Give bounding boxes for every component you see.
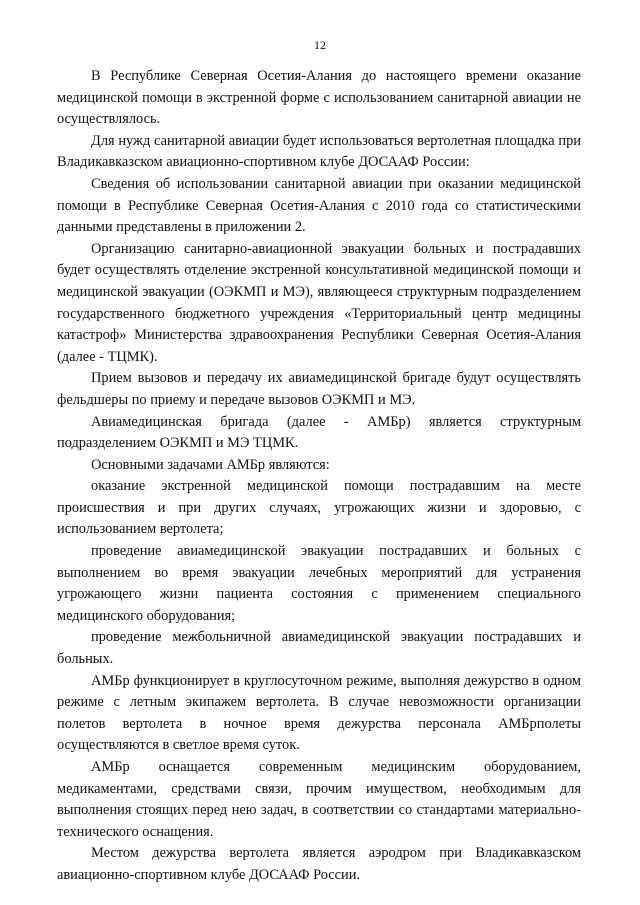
page-number: 12 — [314, 38, 326, 52]
list-item: проведение межбольничной авиамедицинской эвакуации пострадавших и больных. — [57, 629, 581, 668]
paragraph: Местом дежурства вертолета является аэродром при Владикавказском авиационно-спортивном клубе ДОСААФ России. — [57, 845, 581, 883]
paragraph: Организацию санитарно-авиационной эвакуации больных и пострадавших будет осуществлять отделение экстренной консультативной медицинской помощи и медицинской эвакуации (ОЭКМП и МЭ), являющееся структурным подразделением государственного бюджетного учреждения «Территориальный центр медицины катастроф» Министерства здравоохранения Республики Северная Осетия-Алания (далее - ТЦМК). — [57, 240, 581, 365]
paragraph: В Республике Северная Осетия-Алания до настоящего времени оказание медицинской помощи в экстренной форме с использованием санитарной авиации не осуществлялось. — [57, 68, 581, 128]
document-body — [57, 66, 581, 887]
paragraph: Основными задачами АМБр являются: — [91, 456, 330, 473]
paragraph: АМБр функционирует в круглосуточном режиме, выполняя дежурство в одном режиме с летным экипажем вертолета. В случае невозможности организации полетов вертолета в ночное время дежурства персонала АМБрполеты осуществляются в светлое время суток. — [57, 672, 581, 754]
paragraph: Для нужд санитарной авиации будет использоваться вертолетная площадка при Владикавказском авиационно-спортивном клубе ДОСААФ России: — [57, 132, 581, 171]
paragraph: Сведения об использовании санитарной авиации при оказании медицинской помощи в Республике Северная Осетия-Алания с 2010 года со статистическими данными представлены в приложении 2. — [57, 175, 581, 236]
list-item: оказание экстренной медицинской помощи пострадавшим на месте происшествия и при других случаях, угрожающих жизни и здоровью, с использованием вертолета; — [57, 478, 581, 538]
paragraph: АМБр оснащается современным медицинским оборудованием, медикаментами, средствами связи, прочим имуществом, необходимым для выполнения стоящих перед нею задач, в соответствии со стандартами материально-технического оснащения. — [57, 759, 581, 840]
paragraph: Прием вызовов и передачу их авиамедицинской бригаде будут осуществлять фельдшеры по приему и передаче вызовов ОЭКМП и МЭ. — [57, 370, 581, 408]
list-item: проведение авиамедицинской эвакуации пострадавших и больных с выполнением во время эвакуации лечебных мероприятий для устранения угрожающего жизни пациента состояния с применением специального медицинского оборудования; — [57, 543, 581, 624]
paragraph: Авиамедицинская бригада (далее - АМБр) является структурным подразделением ОЭКМП и МЭ ТЦМК. — [57, 413, 581, 452]
